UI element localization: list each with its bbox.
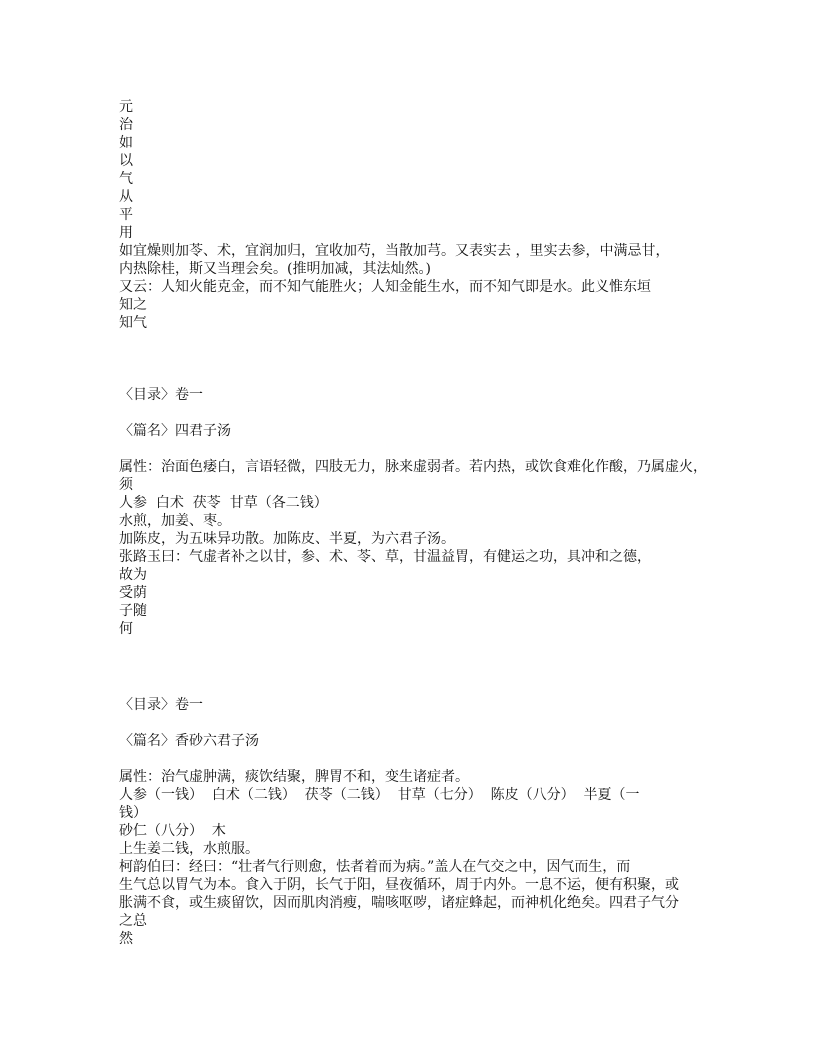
text-line: 上生姜二钱，水煎服。	[119, 841, 259, 857]
text-line: 何	[119, 621, 133, 637]
text-line: 张路玉曰：气虚者补之以甘，参、术、苓、草，甘温益胃，有健运之功，具冲和之德，	[119, 549, 651, 565]
text-line: 水煎，加姜、枣。	[119, 513, 231, 529]
text-line: 生气总以胃气为本。食入于阴，长气于阳，昼夜循环，周于内外。一息不运，便有积聚，或	[119, 877, 679, 893]
text-line: 又云：人知火能克金，而不知气能胜火；人知金能生水，而不知气即是水。此义惟东垣	[119, 279, 651, 295]
text-line: 元	[119, 99, 133, 115]
text-line: 之总	[119, 913, 147, 929]
text-line: 以	[119, 153, 133, 169]
text-line: 知气	[119, 315, 147, 331]
text-line: 〈篇名〉香砂六君子汤	[119, 733, 259, 749]
text-line: 内热除桂，斯又当理会矣。(推明加减，其法灿然。)	[119, 261, 431, 277]
text-block-sijunzi-tang	[119, 386, 719, 638]
text-line: 柯韵伯曰：经曰：“壮者气行则愈，怯者着而为病。”盖人在气交之中，因气而生，而	[119, 859, 631, 875]
text-line	[119, 440, 719, 458]
text-line: 用	[119, 225, 133, 241]
text-line: 平	[119, 207, 133, 223]
text-line	[119, 750, 719, 768]
text-line	[119, 404, 719, 422]
text-line: 砂仁（八分） 木	[119, 823, 226, 839]
text-line: 胀满不食，或生痰留饮，因而肌肉消瘦，喘咳呕哕，诸症蜂起，而神机化绝矣。四君子气分	[119, 895, 679, 911]
text-line: 属性：治面色痿白，言语轻微，四肢无力，脉来虚弱者。若内热，或饮食难化作酸，乃属虚火，	[119, 459, 707, 475]
text-line: 故为	[119, 567, 147, 583]
text-line: 知之	[119, 297, 147, 313]
text-line: 〈目录〉卷一	[119, 387, 203, 403]
text-line: 〈篇名〉四君子汤	[119, 423, 231, 439]
text-line	[119, 714, 719, 732]
text-line: 如	[119, 135, 133, 151]
text-line: 人参 白术 茯苓 甘草（各二钱）	[119, 495, 328, 511]
text-line: 须	[119, 477, 133, 493]
text-line: 然	[119, 931, 133, 947]
text-line: 〈目录〉卷一	[119, 697, 203, 713]
text-line: 从	[119, 189, 133, 205]
text-line: 钱）	[119, 805, 147, 821]
text-line: 属性：治气虚肿满，痰饮结聚，脾胃不和，变生诸症者。	[119, 769, 469, 785]
text-block-1	[119, 98, 719, 332]
text-line: 受荫	[119, 585, 147, 601]
text-line: 子随	[119, 603, 147, 619]
text-line: 气	[119, 171, 133, 187]
text-block-xiangsha-liujunzi-tang	[119, 696, 719, 948]
text-line: 加陈皮，为五味异功散。加陈皮、半夏，为六君子汤。	[119, 531, 455, 547]
text-line: 如宜燥则加苓、术，宜润加归，宜收加芍，当散加芎。又表实去 ，里实去参，中满忌甘，	[119, 243, 670, 259]
text-line: 人参（一钱） 白术（二钱） 茯苓（二钱） 甘草（七分） 陈皮（八分） 半夏（一	[119, 787, 640, 803]
text-line: 治	[119, 117, 133, 133]
